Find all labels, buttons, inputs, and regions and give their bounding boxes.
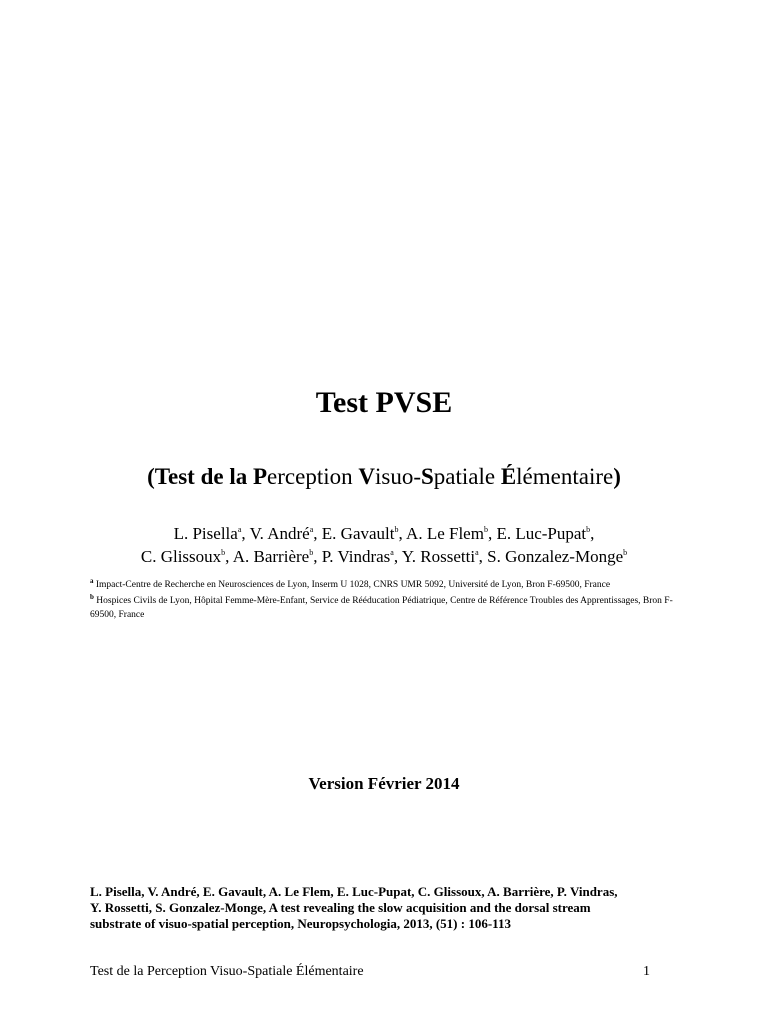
version-label: Version Février 2014 [308,774,460,793]
affiliation-text: Hospices Civils de Lyon, Hôpital Femme-Mère-Enfant, Service de Rééducation Pédiatrique, Centre de Référence Troubles des Apprentissages, Bron F-69500, France [90,596,673,620]
author-separator: , [313,547,322,566]
citation-line-3: substrate of visuo-spatial perception, Neuropsychologia, 2013, (51) : 106-113 [90,916,511,931]
document-subtitle [0,462,768,492]
affiliation-text: Impact-Centre de Recherche en Neurosciences de Lyon, Inserm U 1028, CNRS UMR 5092, Université de Lyon, Bron F-69500, France [93,580,611,590]
footer-title: Test de la Perception Visuo-Spatiale Élémentaire [90,964,364,979]
reference-citation [90,884,690,932]
affiliation-b [90,594,680,622]
author-name: E. Gavault [321,524,395,543]
citation-line-1: L. Pisella, V. André, E. Gavault, A. Le Flem, E. Luc-Pupat, C. Glissoux, A. Barrière, P. Vindras, [90,884,618,899]
subtitle-close-paren: ) [613,464,621,489]
affiliation-mark: b [90,593,94,601]
author-separator: , [478,547,488,566]
page-number: 1 [643,964,650,979]
author-name: E. Luc-Pupat [496,524,587,543]
author-name: V. André [249,524,310,543]
subtitle-part-2: P [252,464,268,489]
subtitle-part-6: S [420,464,434,489]
author-affiliation-mark: b [586,525,591,534]
subtitle-part-4: V [358,464,375,489]
affiliation-mark: a [90,577,94,585]
citation-line-2: Y. Rossetti, S. Gonzalez-Monge, A test revealing the slow acquisition and the dorsal stream [90,900,591,915]
subtitle-part-3: erception [267,464,359,489]
author-separator: , [313,524,322,543]
author-name: C. Glissoux [140,547,222,566]
author-line-1 [0,522,768,545]
author-separator: , [398,524,407,543]
author-line-trailing-comma: , [590,524,595,543]
subtitle-part-8: É [500,464,517,489]
author-separator: , [487,524,497,543]
author-line-2 [0,545,768,568]
subtitle-part-1: Test de la [154,464,253,489]
affiliation-a [90,578,680,592]
author-name: Y. Rossetti [401,547,476,566]
author-separator: , [393,547,402,566]
document-title: Test PVSE [315,386,453,419]
author-affiliation-mark: a [475,548,479,557]
affiliations [90,578,680,624]
author-affiliation-mark: b [309,548,314,557]
author-affiliation-mark: a [390,548,394,557]
subtitle-part-9: lémentaire [516,464,614,489]
author-affiliation-mark: b [623,548,628,557]
author-name: P. Vindras [321,547,391,566]
author-affiliation-mark: a [237,525,242,534]
author-list [0,522,768,568]
subtitle-part-7: patiale [433,464,501,489]
author-name: A. Barrière [232,547,310,566]
author-affiliation-mark: b [221,548,226,557]
author-affiliation-mark: b [483,525,488,534]
author-name: A. Le Flem [406,524,484,543]
author-affiliation-mark: a [309,525,314,534]
subtitle-open-paren: ( [147,464,155,489]
author-separator: , [225,547,233,566]
subtitle-part-5: isuo- [374,464,421,489]
author-separator: , [241,524,250,543]
author-name: S. Gonzalez-Monge [487,547,624,566]
author-affiliation-mark: b [394,525,399,534]
author-name: L. Pisella [173,524,238,543]
